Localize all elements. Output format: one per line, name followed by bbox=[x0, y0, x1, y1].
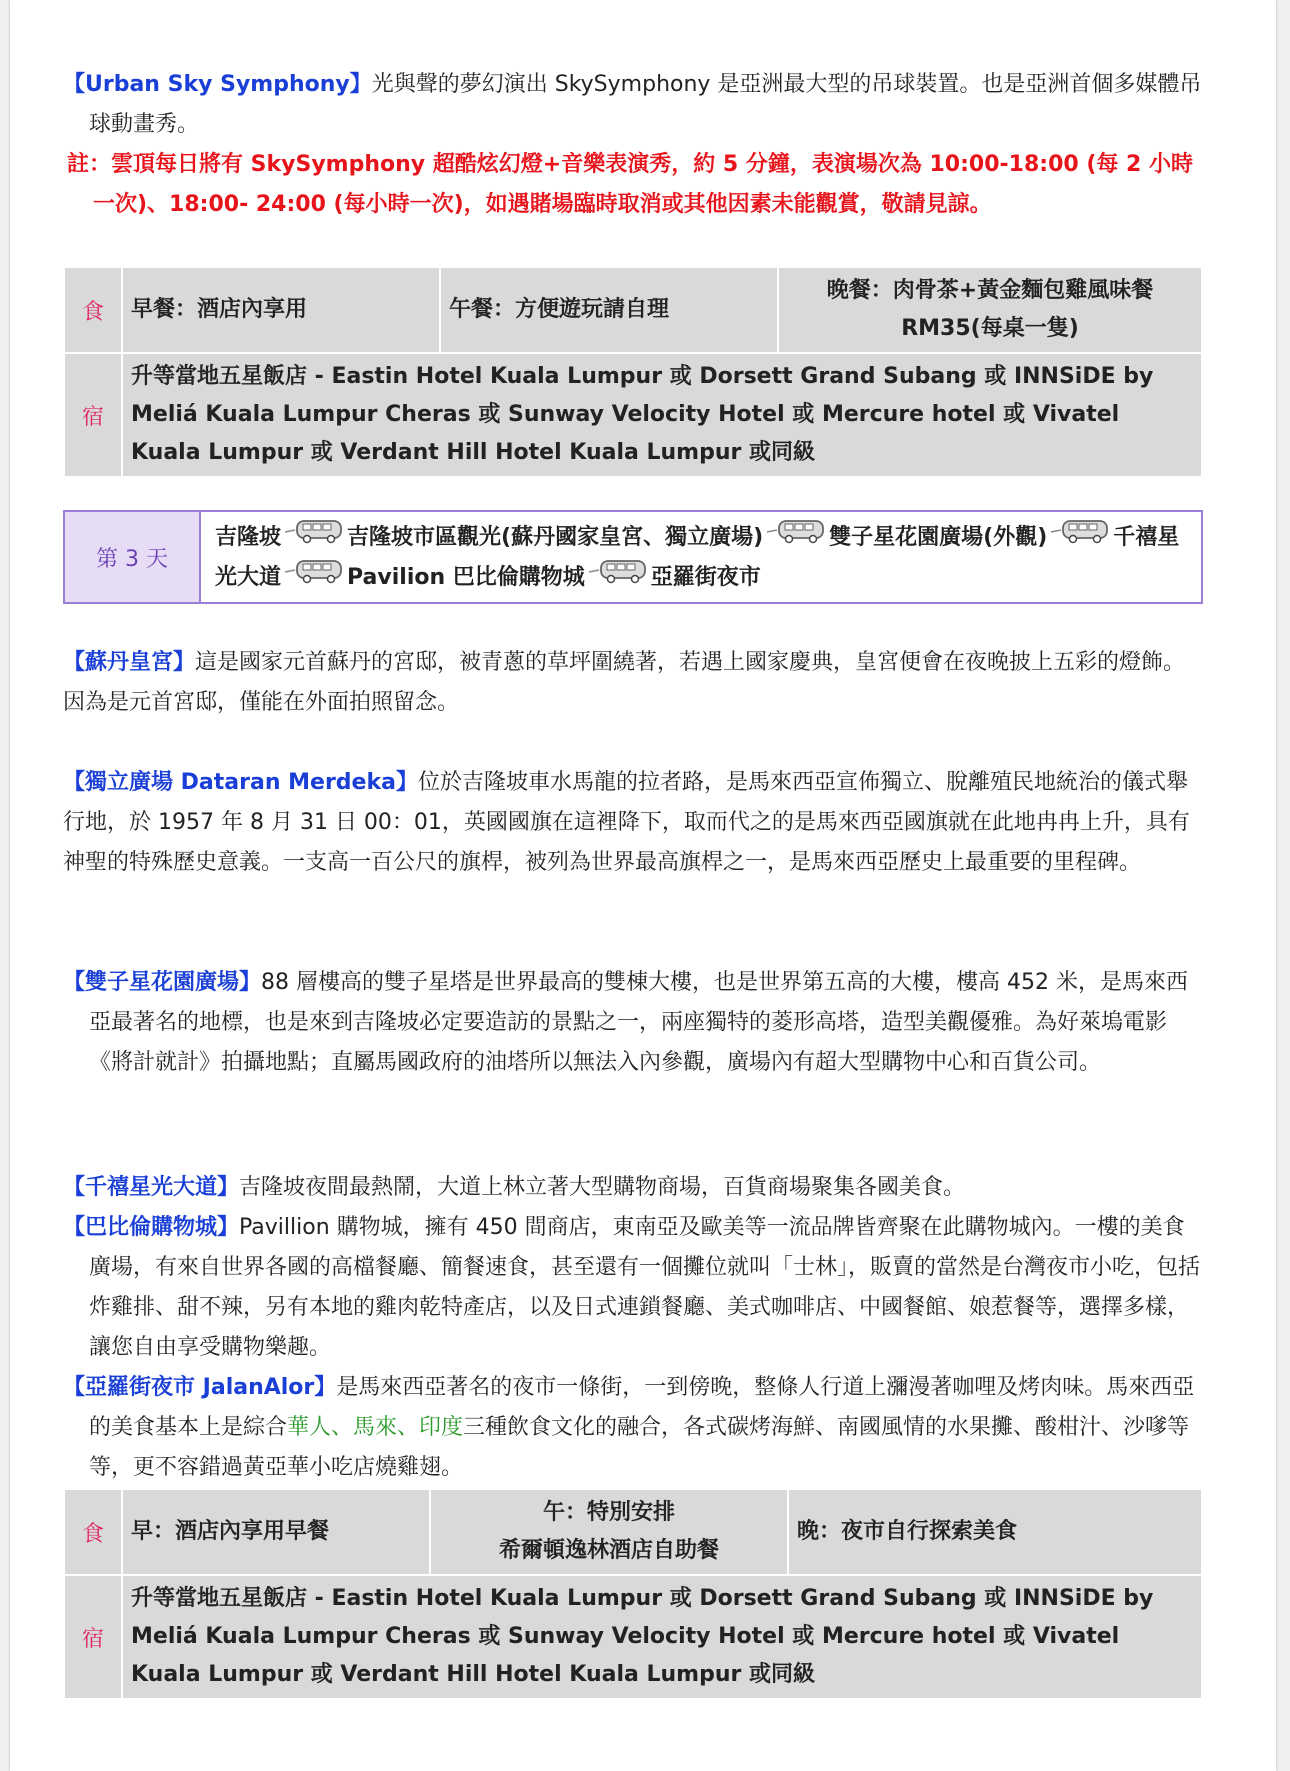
bus-icon bbox=[1049, 518, 1111, 558]
meal-tag: 食 bbox=[64, 267, 122, 353]
hotel-tag: 宿 bbox=[64, 353, 122, 477]
alor-green-text: 華人、馬來、印度 bbox=[287, 1415, 464, 1440]
bus-icon bbox=[765, 518, 827, 558]
bus-icon bbox=[283, 558, 345, 598]
lunch-cell: 午餐：方便遊玩請自理 bbox=[440, 267, 778, 353]
hotel-row bbox=[64, 1575, 1202, 1699]
merdeka-section bbox=[63, 763, 1203, 883]
twin-title: 【雙子星花園廣場】 bbox=[63, 970, 262, 995]
bintang-title: 【千禧星光大道】 bbox=[63, 1175, 240, 1200]
urban-sky-section bbox=[63, 65, 1203, 225]
alor-title: 【亞羅街夜市 JalanAlor】 bbox=[63, 1375, 337, 1400]
urban-sky-text: 光與聲的夢幻演出 SkySymphony 是亞洲最大型的吊球裝置。也是亞洲首個多媒體吊球動畫秀。 bbox=[89, 72, 1202, 137]
meal-row bbox=[64, 267, 1202, 353]
alor-text-a: 是馬來西亞著名的夜市一條街，一到傍晚，整條人行道上瀰漫著咖哩及烤肉味。馬來西亞的美食基本上是綜合 bbox=[89, 1375, 1195, 1440]
twin-text: 88 層樓高的雙子星塔是世界最高的雙棟大樓，也是世界第五高的大樓，樓高 452 米，是馬來西亞最著名的地標，也是來到吉隆坡必定要造訪的景點之一，兩座獨特的菱形高塔，造型美觀優雅。為好萊塢電影《將計就計》拍攝地點；直屬馬國政府的油塔所以無法入內參觀，廣場內有超大型購物中心和百貨公司。 bbox=[89, 970, 1188, 1075]
twin-towers-section bbox=[63, 963, 1203, 1083]
merdeka-title: 【獨立廣場 Dataran Merdeka】 bbox=[63, 770, 418, 795]
alor-text-b: 三種飲食文化的融合，各式碳烤海鮮、南國風情的水果攤、酸柑汁、沙嗲等等，更不容錯過黃亞華小吃店燒雞翅。 bbox=[89, 1415, 1190, 1480]
day3-route bbox=[201, 512, 1201, 602]
bus-icon bbox=[283, 518, 345, 558]
breakfast-cell: 早餐：酒店內享用 bbox=[122, 267, 440, 353]
dinner-cell: 晚：夜市自行探索美食 bbox=[788, 1489, 1202, 1575]
meal-tag: 食 bbox=[64, 1489, 122, 1575]
skysymphony-note: 註：雲頂每日將有 SkySymphony 超酷炫幻燈+音樂表演秀，約 5 分鐘，表演場次為 10:00-18:00 (每 2 小時一次)、18:00- 24:00 (每小時一次)，如遇賭場臨時取消或其他因素未能觀賞，敬請見諒。 bbox=[67, 152, 1194, 217]
lunch-line1: 午：特別安排 bbox=[542, 1500, 675, 1525]
hotel-cell: 升等當地五星飯店 - Eastin Hotel Kuala Lumpur 或 Dorsett Grand Subang 或 INNSiDE by Meliá Kuala Lumpur Cheras 或 Sunway Velocity Hotel 或 Mercure hotel 或 Vivatel Kuala Lumpur 或 Verdant Hill Hotel Kuala Lumpur 或同級 bbox=[122, 1575, 1202, 1699]
palace-section bbox=[63, 643, 1203, 723]
route-stop: Pavilion 巴比倫購物城 bbox=[347, 565, 585, 590]
day3-meal-hotel-table bbox=[63, 1488, 1203, 1700]
bus-icon bbox=[587, 558, 649, 598]
palace-text: 這是國家元首蘇丹的宮邸，被青蔥的草坪圍繞著，若遇上國家慶典，皇宮便會在夜晚披上五彩的燈飾。因為是元首宮邸，僅能在外面拍照留念。 bbox=[63, 650, 1186, 715]
dinner-cell: 晚餐：肉骨茶+黃金麵包雞風味餐 RM35(每桌一隻) bbox=[778, 267, 1202, 353]
shopping-section bbox=[63, 1168, 1203, 1488]
day2-meal-hotel-table bbox=[63, 266, 1203, 478]
palace-title: 【蘇丹皇宮】 bbox=[63, 650, 196, 675]
route-stop: 亞羅街夜市 bbox=[650, 565, 761, 590]
route-stop: 雙子星花園廣場(外觀) bbox=[829, 525, 1048, 550]
day3-header bbox=[63, 510, 1203, 604]
bintang-text: 吉隆坡夜間最熱鬧，大道上林立著大型購物商場，百貨商場聚集各國美食。 bbox=[239, 1175, 966, 1200]
lunch-line2: 希爾頓逸林酒店自助餐 bbox=[498, 1538, 719, 1563]
hotel-tag: 宿 bbox=[64, 1575, 122, 1699]
urban-sky-title: 【Urban Sky Symphony】 bbox=[63, 72, 372, 97]
route-stop: 吉隆坡市區觀光(蘇丹國家皇宮、獨立廣場) bbox=[347, 525, 764, 550]
route-stop: 吉隆坡 bbox=[215, 525, 282, 550]
merdeka-text: 位於吉隆坡車水馬龍的拉者路，是馬來西亞宣佈獨立、脫離殖民地統治的儀式舉行地，於 1957 年 8 月 31 日 00：01，英國國旗在這裡降下，取而代之的是馬來西亞國旗就在此地冉冉上升，具有神聖的特殊歷史意義。一支高一百公尺的旗桿，被列為世界最高旗桿之一，是馬來西亞歷史上最重要的里程碑。 bbox=[63, 770, 1190, 875]
day-label: 第 3 天 bbox=[65, 512, 201, 602]
hotel-cell: 升等當地五星飯店 - Eastin Hotel Kuala Lumpur 或 Dorsett Grand Subang 或 INNSiDE by Meliá Kuala Lumpur Cheras 或 Sunway Velocity Hotel 或 Mercure hotel 或 Vivatel Kuala Lumpur 或 Verdant Hill Hotel Kuala Lumpur 或同級 bbox=[122, 353, 1202, 477]
lunch-cell bbox=[430, 1489, 788, 1575]
pavilion-title: 【巴比倫購物城】 bbox=[63, 1215, 240, 1240]
meal-row bbox=[64, 1489, 1202, 1575]
breakfast-cell: 早：酒店內享用早餐 bbox=[122, 1489, 430, 1575]
document-page bbox=[10, 0, 1276, 1771]
route-stop: 千禧星光大道 bbox=[215, 525, 1180, 590]
pavilion-text: Pavillion 購物城，擁有 450 間商店，東南亞及歐美等一流品牌皆齊聚在此購物城內。一樓的美食廣場，有來自世界各國的高檔餐廳、簡餐速食，甚至還有一個攤位就叫「士林」，販賣的當然是台灣夜市小吃，包括炸雞排、甜不辣，另有本地的雞肉乾特產店，以及日式連鎖餐廳、美式咖啡店、中國餐館、娘惹餐等，選擇多樣，讓您自由享受購物樂趣。 bbox=[89, 1215, 1201, 1360]
hotel-row bbox=[64, 353, 1202, 477]
